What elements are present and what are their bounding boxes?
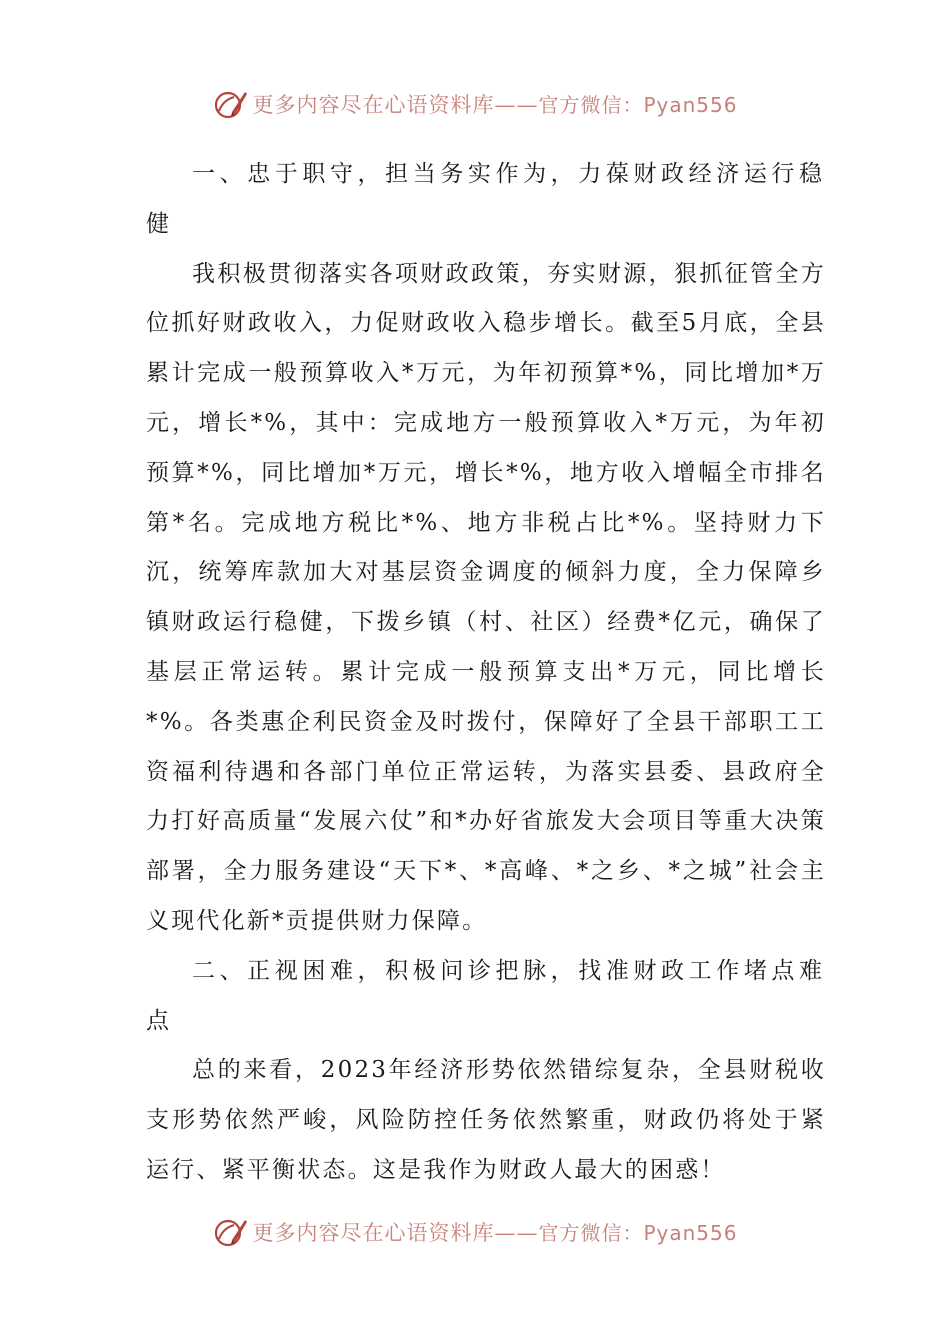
paragraph-2: 总的来看，2023年经济形势依然错综复杂，全县财税收支形势依然严峻，风险防控任务依然繁重，财政仍将处于紧运行、紧平衡状态。这是我作为财政人最大的困惑！	[146, 1057, 826, 1183]
pen-seal-logo-icon	[212, 86, 248, 122]
pen-seal-logo-icon	[212, 1214, 248, 1250]
footer-watermark-banner	[0, 1212, 950, 1252]
section-heading-1: 一、忠于职守，担当务实作为，力葆财政经济运行稳健	[146, 161, 826, 237]
banner-text: 更多内容尽在心语资料库——官方微信：Pyan556	[252, 1221, 738, 1245]
section-heading-2: 二、正视困难，积极问诊把脉，找准财政工作堵点难点	[146, 957, 826, 1034]
paragraph-1: 我积极贯彻落实各项财政政策，夯实财源，狠抓征管全方位抓好财政收入，力促财政收入稳步增长。截至5月底，全县累计完成一般预算收入*万元，为年初预算*%，同比增加*万元，增长*%，其中：完成地方一般预算收入*万元，为年初预算*%，同比增加*万元，增长*%，地方收入增幅全市排名第*名。完成地方税比*%、地方非税占比*%。坚持财力下沉，统筹库款加大对基层资金调度的倾斜力度，全力保障乡镇财政运行稳健，下拨乡镇（村、社区）经费*亿元，确保了基层正常运转。累计完成一般预算支出*万元，同比增长*%。各类惠企利民资金及时拨付，保障好了全县干部职工工资福利待遇和各部门单位正常运转，为落实县委、县政府全力打好高质量“发展六仗”和*办好省旅发大会项目等重大决策部署，全力服务建设“天下*、*高峰、*之乡、*之城”社会主义现代化新*贡提供财力保障。	[146, 260, 826, 934]
banner-text: 更多内容尽在心语资料库——官方微信：Pyan556	[252, 93, 738, 117]
document-body	[146, 150, 826, 1196]
header-watermark-banner	[0, 84, 950, 124]
